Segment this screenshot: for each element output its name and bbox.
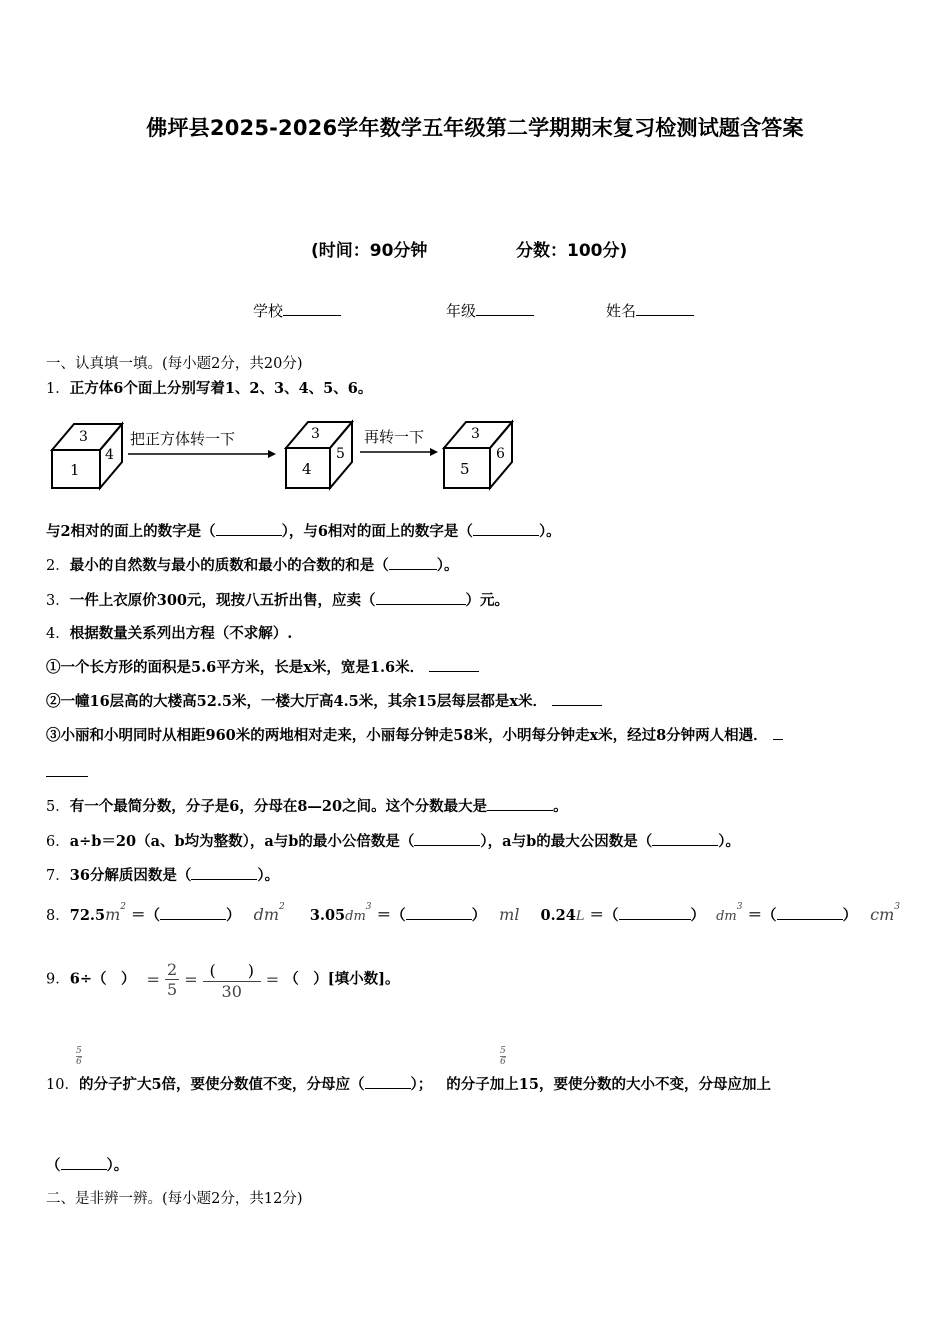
- exam-time: (时间：90分钟: [311, 241, 428, 261]
- q4-s1-text: ①一个长方形的面积是5.6平方米，长是x米，宽是1.6米．: [46, 659, 425, 676]
- question-10: [46, 1073, 771, 1094]
- question-4: [46, 622, 292, 643]
- grade-label: 年级: [446, 302, 477, 320]
- question-number: 4．: [46, 626, 70, 642]
- q4-text: 根据数量关系列出方程（不求解）.: [69, 625, 293, 642]
- q4-s2-blank[interactable]: [552, 691, 602, 706]
- q8-eq-3: ＝（: [589, 907, 619, 924]
- q9-text-b: （ ）[填小数]。: [284, 970, 400, 988]
- name-label: 姓名: [606, 302, 637, 320]
- cube-3-front: 5: [460, 460, 470, 478]
- q8-value-1: 72.5: [69, 907, 106, 924]
- grade-field: [446, 300, 534, 321]
- arrow-1-head: [268, 450, 276, 458]
- question-4-part-2: [46, 690, 602, 711]
- school-field: [253, 300, 341, 321]
- question-number: 7．: [46, 868, 70, 884]
- cube-2-front: 4: [302, 460, 312, 478]
- question-number: 6．: [46, 834, 70, 850]
- question-4-part-3: [46, 724, 783, 745]
- q2-blank[interactable]: [389, 555, 437, 570]
- q10-fraction-1: $\frac{5}{6}$: [76, 1046, 82, 1067]
- q1-text-c: ）。: [538, 523, 561, 540]
- q4-s1-blank[interactable]: [429, 657, 479, 672]
- q8-close-3: ）: [690, 907, 706, 924]
- cube-1-front: 1: [70, 461, 80, 479]
- question-number: 2．: [46, 558, 70, 574]
- question-3: [46, 589, 509, 610]
- question-number: 1．: [46, 381, 70, 397]
- q8-blank-3[interactable]: [619, 905, 691, 920]
- q8-unit-dm2: $dm^2$: [253, 902, 285, 924]
- q10-text-b: ）；: [410, 1076, 433, 1093]
- name-field: [606, 300, 694, 321]
- q10-text-e: ）。: [106, 1157, 129, 1174]
- q4-s2-text: ②一幢16层高的大楼高52.5米，一楼大厅高4.5米，其余15层每层都是x米．: [46, 693, 548, 710]
- q2-text-a: 最小的自然数与最小的质数和最小的合数的和是（: [69, 557, 389, 574]
- q10-fraction-2: $\frac{5}{6}$: [500, 1046, 506, 1067]
- q6-text-c: ）。: [718, 833, 740, 850]
- q3-text-b: ）元。: [465, 592, 509, 609]
- q10-blank-2[interactable]: [61, 1155, 107, 1170]
- arrow-1-label: 把正方体转一下: [130, 430, 236, 448]
- question-number: 9．: [46, 971, 70, 988]
- q6-blank-1[interactable]: [414, 831, 480, 846]
- question-2: [46, 554, 458, 575]
- arrow-2-label: 再转一下: [364, 428, 425, 446]
- school-blank[interactable]: [283, 301, 341, 316]
- q8-unit-dm3-b: $dm^3$: [716, 902, 743, 924]
- q10-blank-1[interactable]: [365, 1074, 411, 1089]
- q9-eq-3: =: [265, 970, 280, 989]
- question-9: [46, 958, 400, 1001]
- q9-eq-2: =: [184, 970, 198, 989]
- q8-unit-cm3: $cm^3$: [870, 902, 900, 924]
- q5-text-a: 有一个最简分数，分子是6，分母在8—20之间。这个分数最大是: [69, 798, 488, 815]
- question-1: [46, 377, 372, 398]
- cube-2-top: 3: [311, 426, 320, 442]
- question-number: 8．: [46, 908, 70, 924]
- q3-blank[interactable]: [376, 590, 466, 605]
- arrow-2-head: [430, 448, 438, 456]
- q3-text-a: 一件上衣原价300元，现按八五折出售，应卖（: [69, 592, 376, 609]
- q7-text-b: ）。: [257, 867, 280, 884]
- question-text: 正方体6个面上分别写着1、2、3、4、5、6。: [69, 380, 373, 397]
- cube-1-right: 4: [105, 447, 114, 463]
- q8-blank-1[interactable]: [160, 905, 226, 920]
- cube-3-top: 3: [471, 426, 480, 442]
- exam-score: 分数：100分): [516, 241, 628, 261]
- question-1-follow: [46, 520, 561, 541]
- section-2-heading: 二、是非辨一辨。(每小题2分，共12分): [46, 1191, 303, 1207]
- q1-text-a: 与2相对的面上的数字是（: [46, 523, 216, 540]
- school-label: 学校: [253, 302, 284, 320]
- q9-text-a: 6÷（ ）: [69, 970, 136, 988]
- cube-3-right: 6: [496, 446, 505, 462]
- q9-fraction-1: $\frac{2}{5}$: [167, 960, 178, 999]
- section-1-heading: 一、认真填一填。(每小题2分，共20分): [46, 356, 303, 372]
- question-4-part-1: [46, 656, 479, 677]
- q4-s3-text: ③小丽和小明同时从相距960米的两地相对走来，小丽每分钟走58米，小明每分钟走x米，经过8分钟两人相遇．: [46, 727, 768, 744]
- question-number: 3．: [46, 593, 70, 609]
- cube-1-top: 3: [79, 429, 88, 445]
- q8-eq-4: ＝（: [747, 907, 777, 924]
- question-10-continued: [46, 1154, 128, 1175]
- document-title: 佛坪县2025-2026学年数学五年级第二学期期末复习检测试题含答案: [146, 116, 804, 140]
- question-8: [46, 904, 900, 925]
- question-number: 5．: [46, 799, 70, 815]
- question-7: [46, 864, 279, 885]
- q9-fraction-2[interactable]: $\frac{( )}{30}$: [203, 958, 261, 1001]
- q8-close-1: ）: [226, 907, 241, 924]
- q1-blank-2[interactable]: [473, 521, 539, 536]
- q5-blank[interactable]: [487, 796, 553, 811]
- q6-text-a: a÷b＝20（a、b均为整数），a与b的最小公倍数是（: [69, 833, 415, 850]
- q8-close-4: ）: [842, 907, 858, 924]
- q8-value-3: 0.24: [540, 907, 576, 924]
- q10-text-a: 的分子扩大5倍，要使分数值不变，分母应（: [78, 1076, 365, 1093]
- name-blank[interactable]: [636, 301, 694, 316]
- q4-s3-blank-continued[interactable]: [46, 760, 88, 777]
- q8-unit-dm3: $dm^3$: [345, 902, 372, 924]
- q8-unit-m2: $m^2$: [105, 902, 126, 924]
- question-6: [46, 830, 740, 851]
- q4-s3-blank-start[interactable]: [773, 725, 783, 740]
- q9-eq-1: =: [146, 970, 160, 989]
- q8-close-2: ）: [471, 907, 487, 924]
- q6-text-b: ），a与b的最大公因数是（: [480, 833, 653, 850]
- q5-text-b: 。: [553, 798, 568, 815]
- q8-blank-2[interactable]: [406, 905, 472, 920]
- q1-blank-1[interactable]: [216, 521, 282, 536]
- question-5: [46, 795, 568, 816]
- q8-eq-2: ＝（: [376, 907, 406, 924]
- q10-text-c: 的分子加上15，要使分数的大小不变，分母应加上: [446, 1076, 771, 1093]
- q7-blank[interactable]: [191, 865, 257, 880]
- q7-text-a: 36分解质因数是（: [69, 867, 192, 884]
- cube-rotation-figure: [46, 414, 526, 494]
- question-number: 10．: [46, 1077, 79, 1093]
- q10-text-d: （: [46, 1157, 61, 1174]
- q6-blank-2[interactable]: [652, 831, 718, 846]
- q8-unit-ml: ml: [499, 905, 520, 924]
- q8-value-2: 3.05: [309, 907, 346, 924]
- q8-eq-1: ＝（: [131, 907, 161, 924]
- q2-text-b: ）。: [436, 557, 459, 574]
- cube-2-right: 5: [336, 446, 345, 462]
- q8-unit-L: L: [575, 909, 585, 924]
- q1-text-b: ），与6相对的面上的数字是（: [281, 523, 473, 540]
- q8-blank-4[interactable]: [777, 905, 843, 920]
- grade-blank[interactable]: [476, 301, 534, 316]
